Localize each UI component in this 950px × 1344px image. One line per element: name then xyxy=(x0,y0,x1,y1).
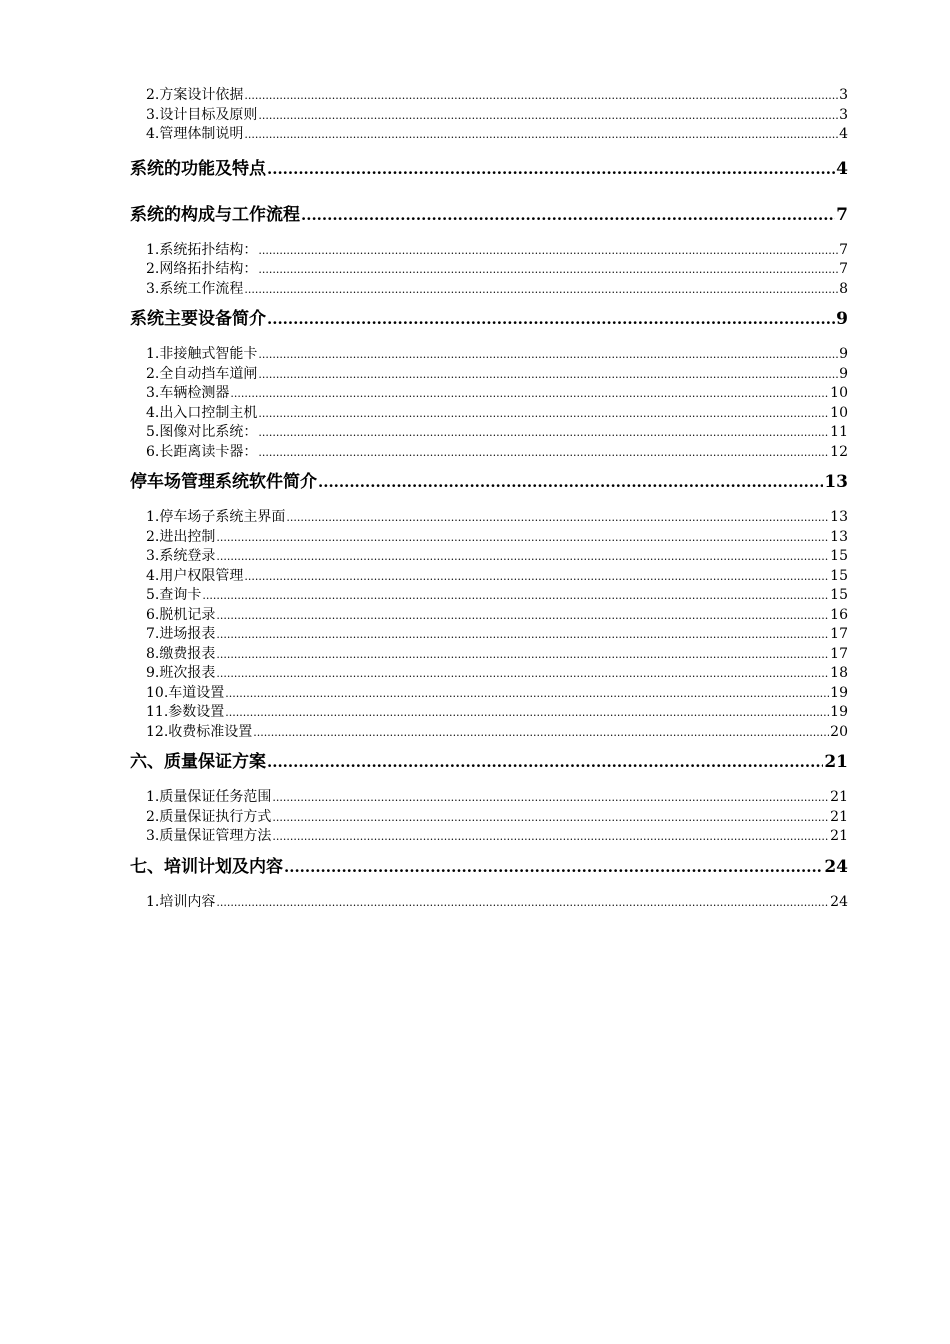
toc-entry-main-interface[interactable] xyxy=(130,508,848,528)
toc-entry-title: 6.长距离读卡器： xyxy=(146,443,258,460)
dot-leader xyxy=(216,893,829,913)
dot-leader xyxy=(225,684,829,704)
toc-entry-image-compare[interactable] xyxy=(130,423,848,443)
toc-entry-fee-settings[interactable] xyxy=(130,723,848,743)
toc-entry-title: 5.查询卡 xyxy=(146,587,202,603)
toc-entry-page: 9 xyxy=(839,365,848,382)
dot-leader xyxy=(258,241,838,261)
toc-entry-design-goals[interactable] xyxy=(130,106,848,126)
toc-entry-title: 12.收费标准设置 xyxy=(146,723,253,740)
toc-entry-page: 18 xyxy=(830,665,848,681)
toc-heading-devices[interactable] xyxy=(130,307,848,331)
toc-entry-title: 6.脱机记录 xyxy=(146,606,216,623)
toc-entry-system-topology[interactable] xyxy=(130,241,848,261)
toc-entry-title: 4.用户权限管理 xyxy=(146,567,244,584)
toc-entry-page: 7 xyxy=(839,241,848,258)
toc-entry-vehicle-detector[interactable] xyxy=(130,384,848,404)
toc-entry-payment-report[interactable] xyxy=(130,645,848,665)
toc-entry-title: 2.质量保证执行方式 xyxy=(146,808,272,825)
toc-entry-page: 17 xyxy=(830,626,848,642)
toc-entry-title: 3.车辆检测器 xyxy=(146,385,230,401)
dot-leader xyxy=(253,723,829,743)
dot-leader xyxy=(272,788,829,808)
toc-entry-parameter-settings[interactable] xyxy=(130,703,848,723)
toc-entry-quality-management[interactable] xyxy=(130,827,848,847)
toc-entry-barrier-gate[interactable] xyxy=(130,365,848,385)
toc-entry-page: 13 xyxy=(830,528,848,545)
toc-entry-workflow[interactable] xyxy=(130,280,848,300)
toc-entry-smart-card[interactable] xyxy=(130,345,848,365)
dot-leader xyxy=(318,470,823,494)
toc-entry-quality-execution[interactable] xyxy=(130,808,848,828)
toc-entry-offline-records[interactable] xyxy=(130,606,848,626)
dot-leader xyxy=(258,365,838,385)
dot-leader xyxy=(225,703,829,723)
toc-entry-page: 20 xyxy=(830,723,848,740)
dot-leader xyxy=(301,203,835,227)
toc-heading-title: 六、质量保证方案 xyxy=(130,752,266,772)
toc-entry-page: 16 xyxy=(830,606,848,623)
toc-entry-title: 4.出入口控制主机 xyxy=(146,404,258,421)
toc-entry-long-range-reader[interactable] xyxy=(130,443,848,463)
dot-leader xyxy=(267,750,823,774)
dot-leader xyxy=(216,547,829,567)
toc-entry-page: 7 xyxy=(839,261,848,277)
toc-entry-network-topology[interactable] xyxy=(130,260,848,280)
toc-entry-controller[interactable] xyxy=(130,404,848,424)
table-of-contents xyxy=(130,86,848,912)
dot-leader xyxy=(216,645,829,665)
dot-leader xyxy=(216,625,829,645)
dot-leader xyxy=(244,567,829,587)
toc-entry-page: 3 xyxy=(839,87,848,103)
toc-entry-title: 11.参数设置 xyxy=(146,704,225,720)
toc-entry-title: 3.系统登录 xyxy=(146,548,216,564)
toc-entry-title: 1.非接触式智能卡 xyxy=(146,346,258,362)
toc-heading-training[interactable] xyxy=(130,855,848,879)
toc-entry-quality-scope[interactable] xyxy=(130,788,848,808)
toc-heading-title: 系统的构成与工作流程 xyxy=(130,204,300,225)
toc-heading-title: 系统主要设备简介 xyxy=(130,309,266,329)
toc-entry-page: 3 xyxy=(839,106,848,123)
toc-entry-page: 11 xyxy=(830,424,848,440)
toc-entry-design-basis[interactable] xyxy=(130,86,848,106)
toc-entry-title: 4.管理体制说明 xyxy=(146,126,244,142)
toc-entry-lane-settings[interactable] xyxy=(130,684,848,704)
toc-entry-title: 8.缴费报表 xyxy=(146,645,216,662)
toc-entry-page: 10 xyxy=(830,385,848,401)
toc-entry-page: 4 xyxy=(839,126,848,142)
toc-entry-page: 24 xyxy=(830,893,848,910)
toc-entry-page: 13 xyxy=(830,509,848,525)
dot-leader xyxy=(216,664,829,684)
dot-leader xyxy=(272,808,829,828)
toc-heading-page: 24 xyxy=(824,856,848,877)
toc-heading-structure[interactable] xyxy=(130,203,848,227)
toc-heading-page: 21 xyxy=(824,752,848,772)
dot-leader xyxy=(258,423,829,443)
dot-leader xyxy=(258,404,829,424)
toc-heading-page: 4 xyxy=(836,158,848,179)
toc-entry-page: 21 xyxy=(830,808,848,825)
toc-entry-page: 12 xyxy=(830,443,848,460)
toc-entry-title: 2.方案设计依据 xyxy=(146,87,244,103)
toc-entry-training-content[interactable] xyxy=(130,893,848,913)
toc-entry-shift-report[interactable] xyxy=(130,664,848,684)
toc-heading-title: 停车场管理系统软件简介 xyxy=(130,472,317,492)
toc-entry-page: 8 xyxy=(839,280,848,297)
toc-entry-title: 1.停车场子系统主界面 xyxy=(146,509,286,525)
toc-entry-title: 1.系统拓扑结构： xyxy=(146,241,258,258)
toc-entry-page: 17 xyxy=(830,645,848,662)
toc-entry-title: 5.图像对比系统： xyxy=(146,424,258,440)
dot-leader xyxy=(216,606,829,626)
toc-entry-page: 15 xyxy=(830,567,848,584)
dot-leader xyxy=(272,827,829,847)
toc-entry-permissions[interactable] xyxy=(130,567,848,587)
toc-entry-login[interactable] xyxy=(130,547,848,567)
dot-leader xyxy=(258,443,829,463)
toc-heading-page: 7 xyxy=(836,204,848,225)
toc-entry-title: 2.进出控制 xyxy=(146,528,216,545)
toc-entry-title: 3.设计目标及原则 xyxy=(146,106,258,123)
dot-leader xyxy=(244,125,838,145)
dot-leader xyxy=(258,260,838,280)
toc-heading-page: 9 xyxy=(836,309,848,329)
toc-entry-title: 1.质量保证任务范围 xyxy=(146,789,272,805)
toc-entry-title: 2.全自动挡车道闸 xyxy=(146,365,258,382)
toc-heading-features[interactable] xyxy=(130,157,848,181)
dot-leader xyxy=(267,307,835,331)
toc-entry-page: 21 xyxy=(830,789,848,805)
dot-leader xyxy=(230,384,829,404)
dot-leader xyxy=(216,528,829,548)
toc-entry-access-control[interactable] xyxy=(130,528,848,548)
toc-entry-title: 9.班次报表 xyxy=(146,665,216,681)
toc-heading-title: 七、培训计划及内容 xyxy=(130,856,283,877)
toc-entry-title: 3.系统工作流程 xyxy=(146,280,244,297)
toc-entry-page: 19 xyxy=(830,704,848,720)
toc-entry-page: 21 xyxy=(830,828,848,844)
dot-leader xyxy=(244,280,838,300)
toc-heading-quality[interactable] xyxy=(130,750,848,774)
toc-entry-page: 9 xyxy=(839,346,848,362)
dot-leader xyxy=(258,345,838,365)
toc-heading-software[interactable] xyxy=(130,470,848,494)
toc-entry-page: 15 xyxy=(830,548,848,564)
dot-leader xyxy=(258,106,838,126)
toc-entry-title: 1.培训内容 xyxy=(146,893,216,910)
dot-leader xyxy=(284,855,823,879)
toc-entry-entry-report[interactable] xyxy=(130,625,848,645)
dot-leader xyxy=(202,586,829,606)
toc-entry-title: 7.进场报表 xyxy=(146,626,216,642)
toc-entry-management-system[interactable] xyxy=(130,125,848,145)
toc-entry-page: 10 xyxy=(830,404,848,421)
toc-entry-page: 19 xyxy=(830,684,848,701)
toc-entry-title: 10.车道设置 xyxy=(146,684,225,701)
dot-leader xyxy=(286,508,829,528)
toc-heading-title: 系统的功能及特点 xyxy=(130,158,266,179)
dot-leader xyxy=(267,157,835,181)
toc-entry-page: 15 xyxy=(830,587,848,603)
toc-heading-page: 13 xyxy=(824,472,848,492)
toc-entry-title: 3.质量保证管理方法 xyxy=(146,828,272,844)
dot-leader xyxy=(244,86,838,106)
toc-entry-query-card[interactable] xyxy=(130,586,848,606)
toc-entry-title: 2.网络拓扑结构： xyxy=(146,261,258,277)
